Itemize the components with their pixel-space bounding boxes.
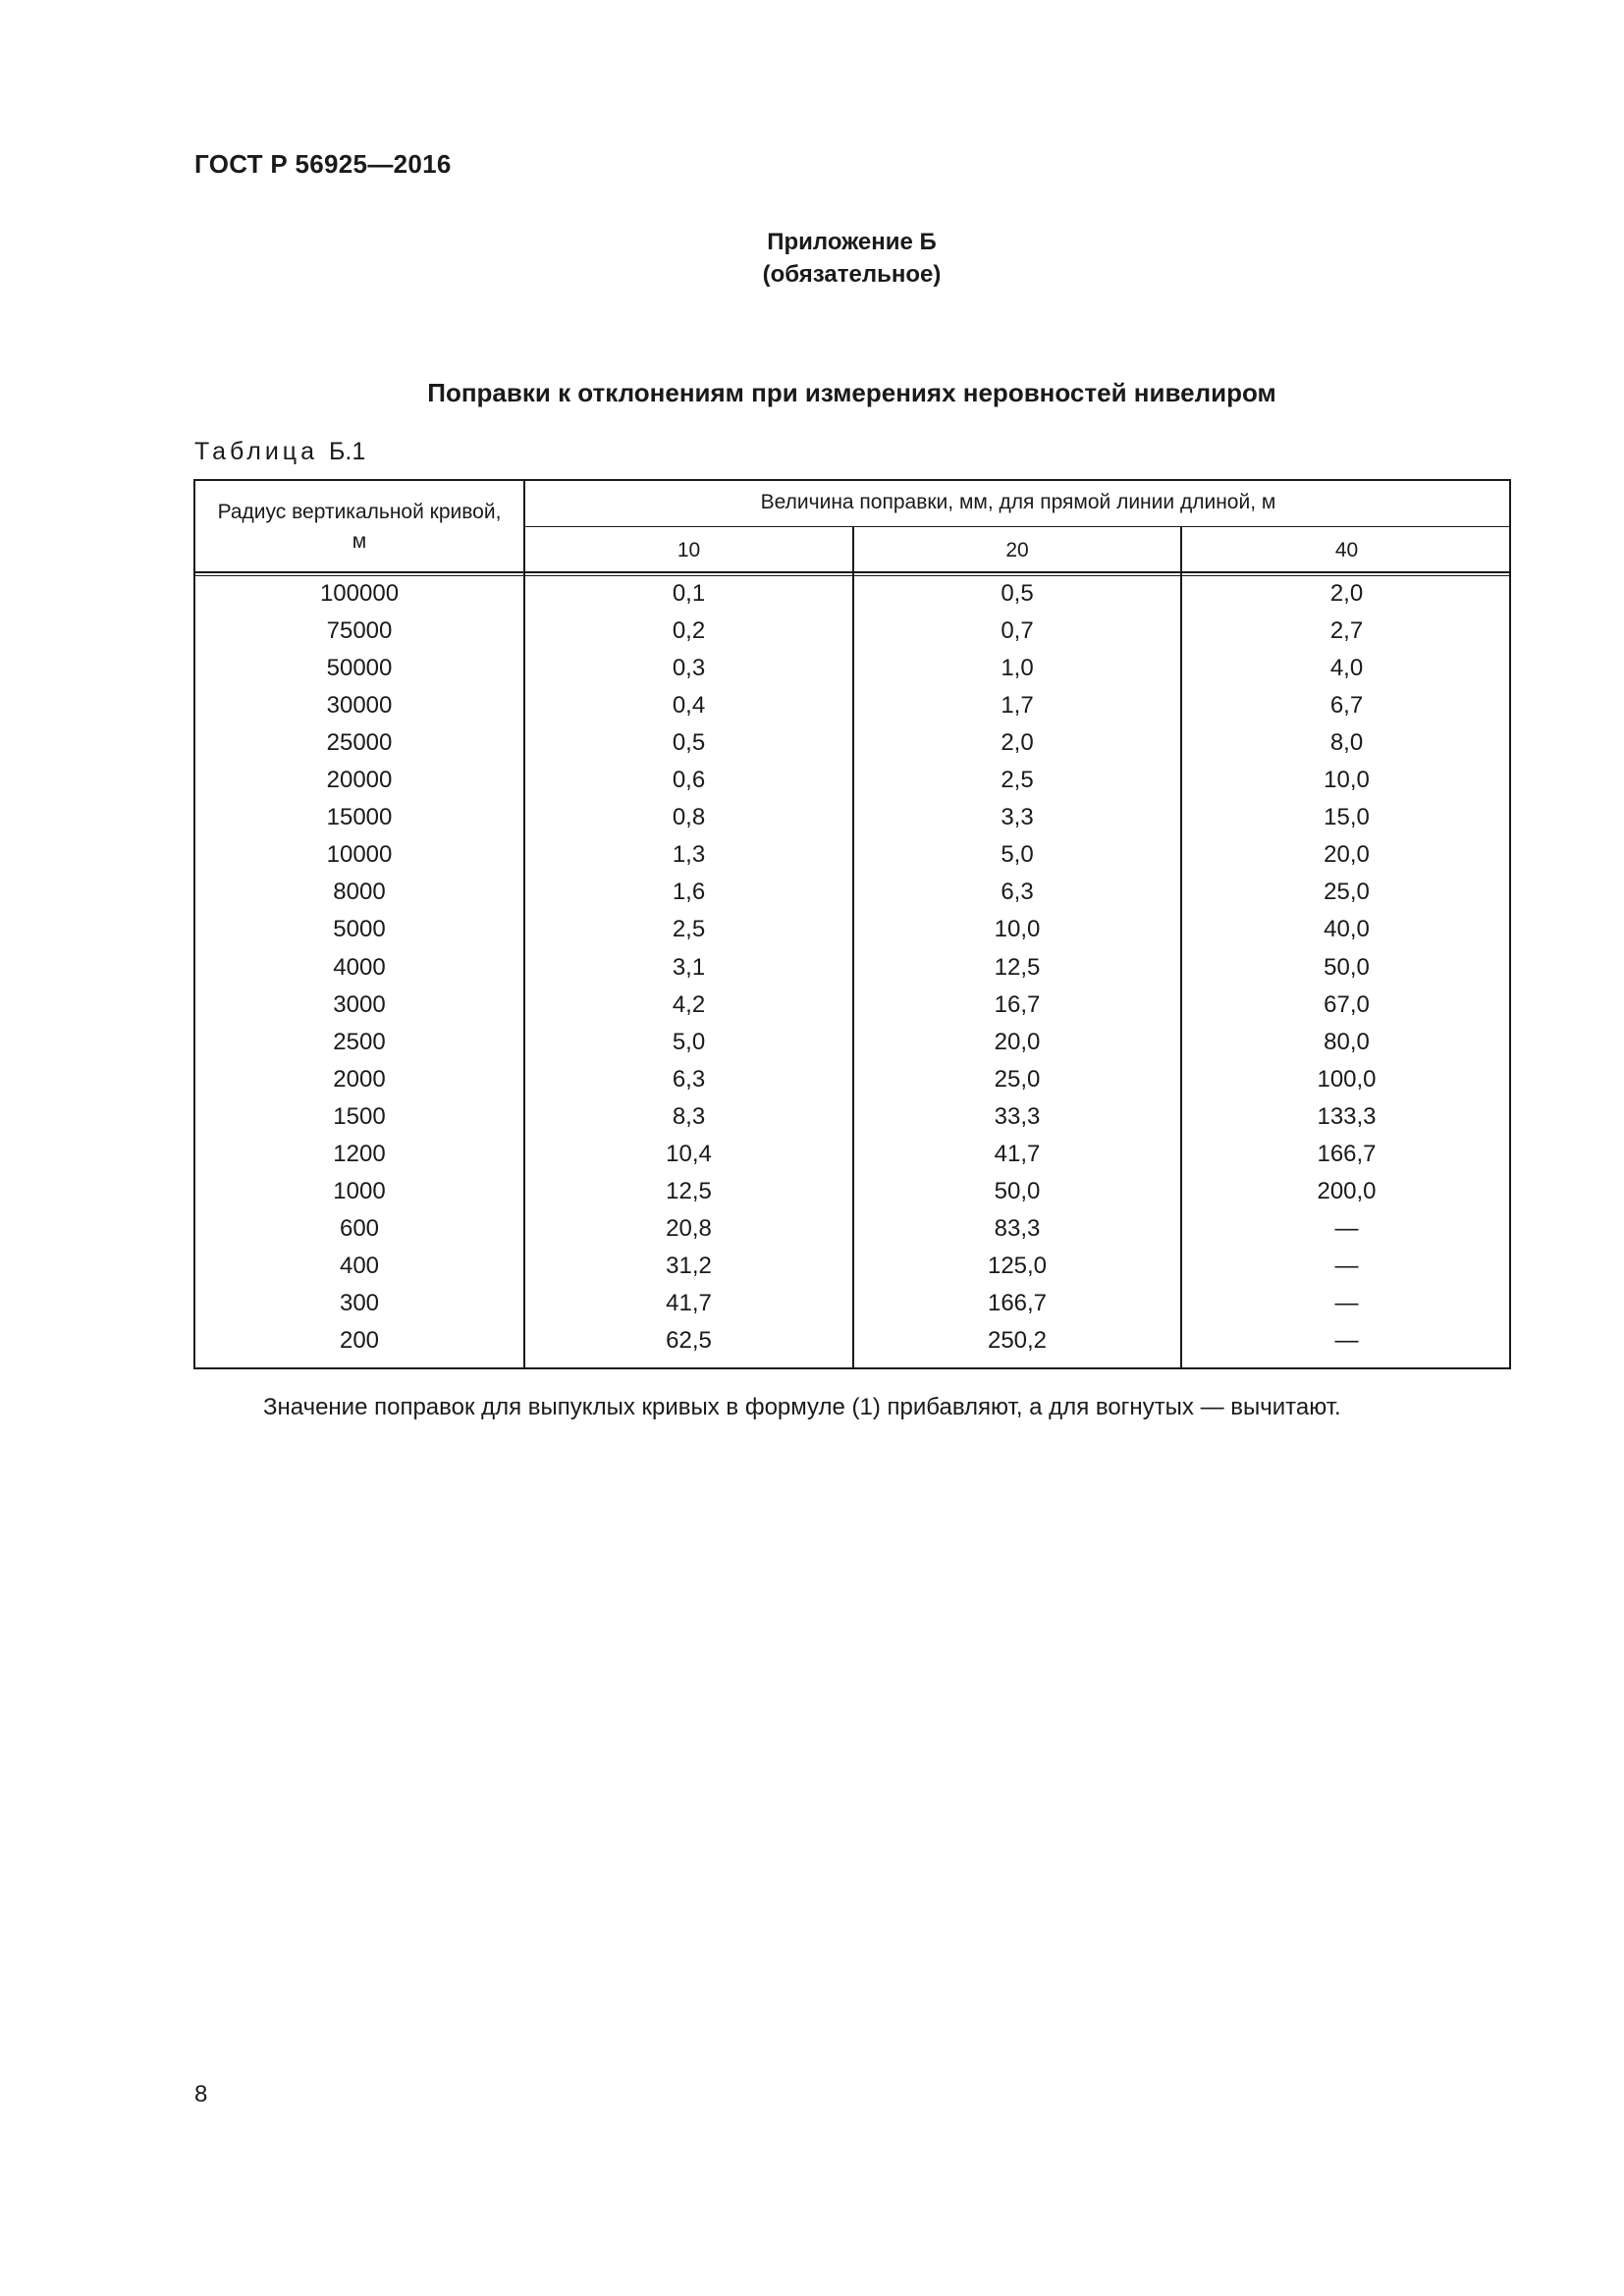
cell-length-10: 8,3	[672, 1102, 706, 1130]
document-code: ГОСТ Р 56925—2016	[194, 149, 452, 179]
table-row	[195, 1285, 1509, 1322]
table-row	[195, 1136, 1509, 1173]
cell-length-40: 2,7	[1329, 617, 1364, 645]
cell-length-40: —	[1334, 1252, 1359, 1279]
cell-radius: 75000	[326, 617, 393, 645]
cell-length-10: 12,5	[666, 1177, 712, 1204]
cell-length-10: 0,2	[672, 617, 706, 645]
cell-length-20: 16,7	[994, 990, 1041, 1018]
cell-length-10: 0,5	[672, 729, 706, 757]
cell-length-20: 10,0	[994, 916, 1041, 943]
table-row	[195, 1024, 1509, 1061]
header-length-10: 10	[677, 539, 701, 561]
cell-length-10: 0,8	[672, 804, 706, 831]
table-row	[195, 911, 1509, 948]
cell-length-40: 8,0	[1329, 729, 1364, 757]
cell-radius: 1000	[333, 1177, 386, 1204]
appendix-heading	[0, 226, 1624, 291]
cell-length-20: 1,0	[1001, 655, 1034, 682]
cell-length-40: 100,0	[1317, 1065, 1377, 1093]
table-row	[195, 987, 1509, 1024]
table-row	[195, 1322, 1509, 1360]
cell-radius: 15000	[326, 804, 393, 831]
cell-length-40: 200,0	[1317, 1177, 1377, 1204]
cell-length-20: 125,0	[987, 1252, 1048, 1279]
cell-length-20: 166,7	[987, 1289, 1048, 1316]
corrections-table	[193, 479, 1511, 1369]
table-row	[195, 1098, 1509, 1136]
cell-radius: 10000	[326, 841, 393, 869]
cell-length-10: 62,5	[666, 1327, 712, 1354]
table-row	[195, 687, 1509, 724]
cell-radius: 3000	[333, 990, 386, 1018]
cell-length-20: 50,0	[994, 1177, 1041, 1204]
table-row	[195, 874, 1509, 911]
table-row	[195, 1210, 1509, 1248]
table-row	[195, 1173, 1509, 1210]
cell-length-10: 0,6	[672, 767, 706, 794]
cell-length-20: 250,2	[987, 1327, 1048, 1354]
cell-length-40: 2,0	[1329, 580, 1364, 607]
cell-radius: 400	[339, 1252, 380, 1279]
table-row	[195, 1061, 1509, 1098]
header-length-40: 40	[1334, 539, 1359, 561]
table-row	[195, 836, 1509, 874]
cell-length-10: 31,2	[666, 1252, 712, 1279]
cell-length-20: 33,3	[994, 1102, 1041, 1130]
cell-length-20: 25,0	[994, 1065, 1041, 1093]
cell-length-20: 20,0	[994, 1028, 1041, 1055]
cell-length-10: 10,4	[666, 1140, 712, 1167]
appendix-title: Приложение Б	[767, 229, 937, 255]
table-label-number: Б.1	[328, 438, 366, 465]
cell-length-20: 6,3	[1001, 879, 1034, 906]
table-row	[195, 650, 1509, 687]
cell-length-40: 20,0	[1324, 841, 1370, 869]
cell-length-20: 2,0	[1001, 729, 1034, 757]
cell-radius: 600	[339, 1214, 380, 1242]
cell-radius: 50000	[326, 655, 393, 682]
cell-radius: 100000	[319, 580, 400, 607]
table-row	[195, 799, 1509, 836]
cell-length-20: 41,7	[994, 1140, 1041, 1167]
cell-length-40: 6,7	[1329, 692, 1364, 720]
cell-length-40: 67,0	[1324, 990, 1370, 1018]
cell-length-40: 166,7	[1317, 1140, 1377, 1167]
cell-length-40: —	[1334, 1289, 1359, 1316]
page-number: 8	[194, 2081, 208, 2108]
cell-length-10: 1,3	[672, 841, 706, 869]
cell-radius: 4000	[333, 953, 386, 981]
cell-length-20: 5,0	[1001, 841, 1034, 869]
cell-radius: 200	[339, 1327, 380, 1354]
table-row	[195, 613, 1509, 650]
cell-radius: 1200	[333, 1140, 386, 1167]
cell-length-20: 0,7	[1001, 617, 1034, 645]
appendix-status: (обязательное)	[762, 261, 942, 288]
cell-radius: 30000	[326, 692, 393, 720]
cell-length-40: 4,0	[1329, 655, 1364, 682]
table-label	[194, 438, 365, 466]
cell-length-10: 0,1	[672, 580, 706, 607]
cell-length-20: 0,5	[1001, 580, 1034, 607]
cell-length-20: 2,5	[1001, 767, 1034, 794]
cell-length-40: 10,0	[1324, 767, 1370, 794]
cell-radius: 1500	[333, 1102, 386, 1130]
cell-length-10: 1,6	[672, 879, 706, 906]
cell-length-40: 50,0	[1324, 953, 1370, 981]
cell-radius: 25000	[326, 729, 393, 757]
cell-radius: 2000	[333, 1065, 386, 1093]
cell-length-10: 2,5	[672, 916, 706, 943]
cell-length-10: 3,1	[672, 953, 706, 981]
table-row	[195, 575, 1509, 613]
cell-length-40: 15,0	[1324, 804, 1370, 831]
cell-length-20: 3,3	[1001, 804, 1034, 831]
section-title: Поправки к отклонениям при измерениях неровностей нивелиром	[427, 378, 1276, 407]
header-bottom-border	[195, 571, 1509, 573]
table-label-word: Таблица	[194, 438, 319, 465]
header-correction-group: Величина поправки, мм, для прямой линии длиной, м	[760, 491, 1276, 513]
cell-length-40: 133,3	[1317, 1102, 1377, 1130]
cell-length-40: 40,0	[1324, 916, 1370, 943]
cell-length-10: 6,3	[672, 1065, 706, 1093]
cell-length-20: 1,7	[1001, 692, 1034, 720]
table-row	[195, 949, 1509, 987]
header-group-divider	[523, 526, 1509, 527]
cell-length-40: —	[1334, 1214, 1359, 1242]
cell-length-40: 80,0	[1324, 1028, 1370, 1055]
cell-length-40: —	[1334, 1327, 1359, 1354]
cell-length-20: 12,5	[994, 953, 1041, 981]
cell-length-10: 0,4	[672, 692, 706, 720]
cell-length-10: 4,2	[672, 990, 706, 1018]
cell-radius: 5000	[333, 916, 386, 943]
cell-radius: 300	[339, 1289, 380, 1316]
cell-length-10: 41,7	[666, 1289, 712, 1316]
table-row	[195, 762, 1509, 799]
cell-radius: 20000	[326, 767, 393, 794]
cell-length-10: 5,0	[672, 1028, 706, 1055]
table-note: Значение поправок для выпуклых кривых в формуле (1) прибавляют, а для вогнутых — вычитают.	[263, 1394, 1341, 1420]
cell-length-10: 20,8	[666, 1214, 712, 1242]
header-length-20: 20	[1005, 539, 1029, 561]
table-row	[195, 1248, 1509, 1285]
table-row	[195, 724, 1509, 762]
header-radius: Радиус вертикальной кривой, м	[217, 501, 502, 553]
cell-radius: 8000	[333, 879, 386, 906]
cell-length-20: 83,3	[994, 1214, 1041, 1242]
cell-radius: 2500	[333, 1028, 386, 1055]
cell-length-10: 0,3	[672, 655, 706, 682]
cell-length-40: 25,0	[1324, 879, 1370, 906]
